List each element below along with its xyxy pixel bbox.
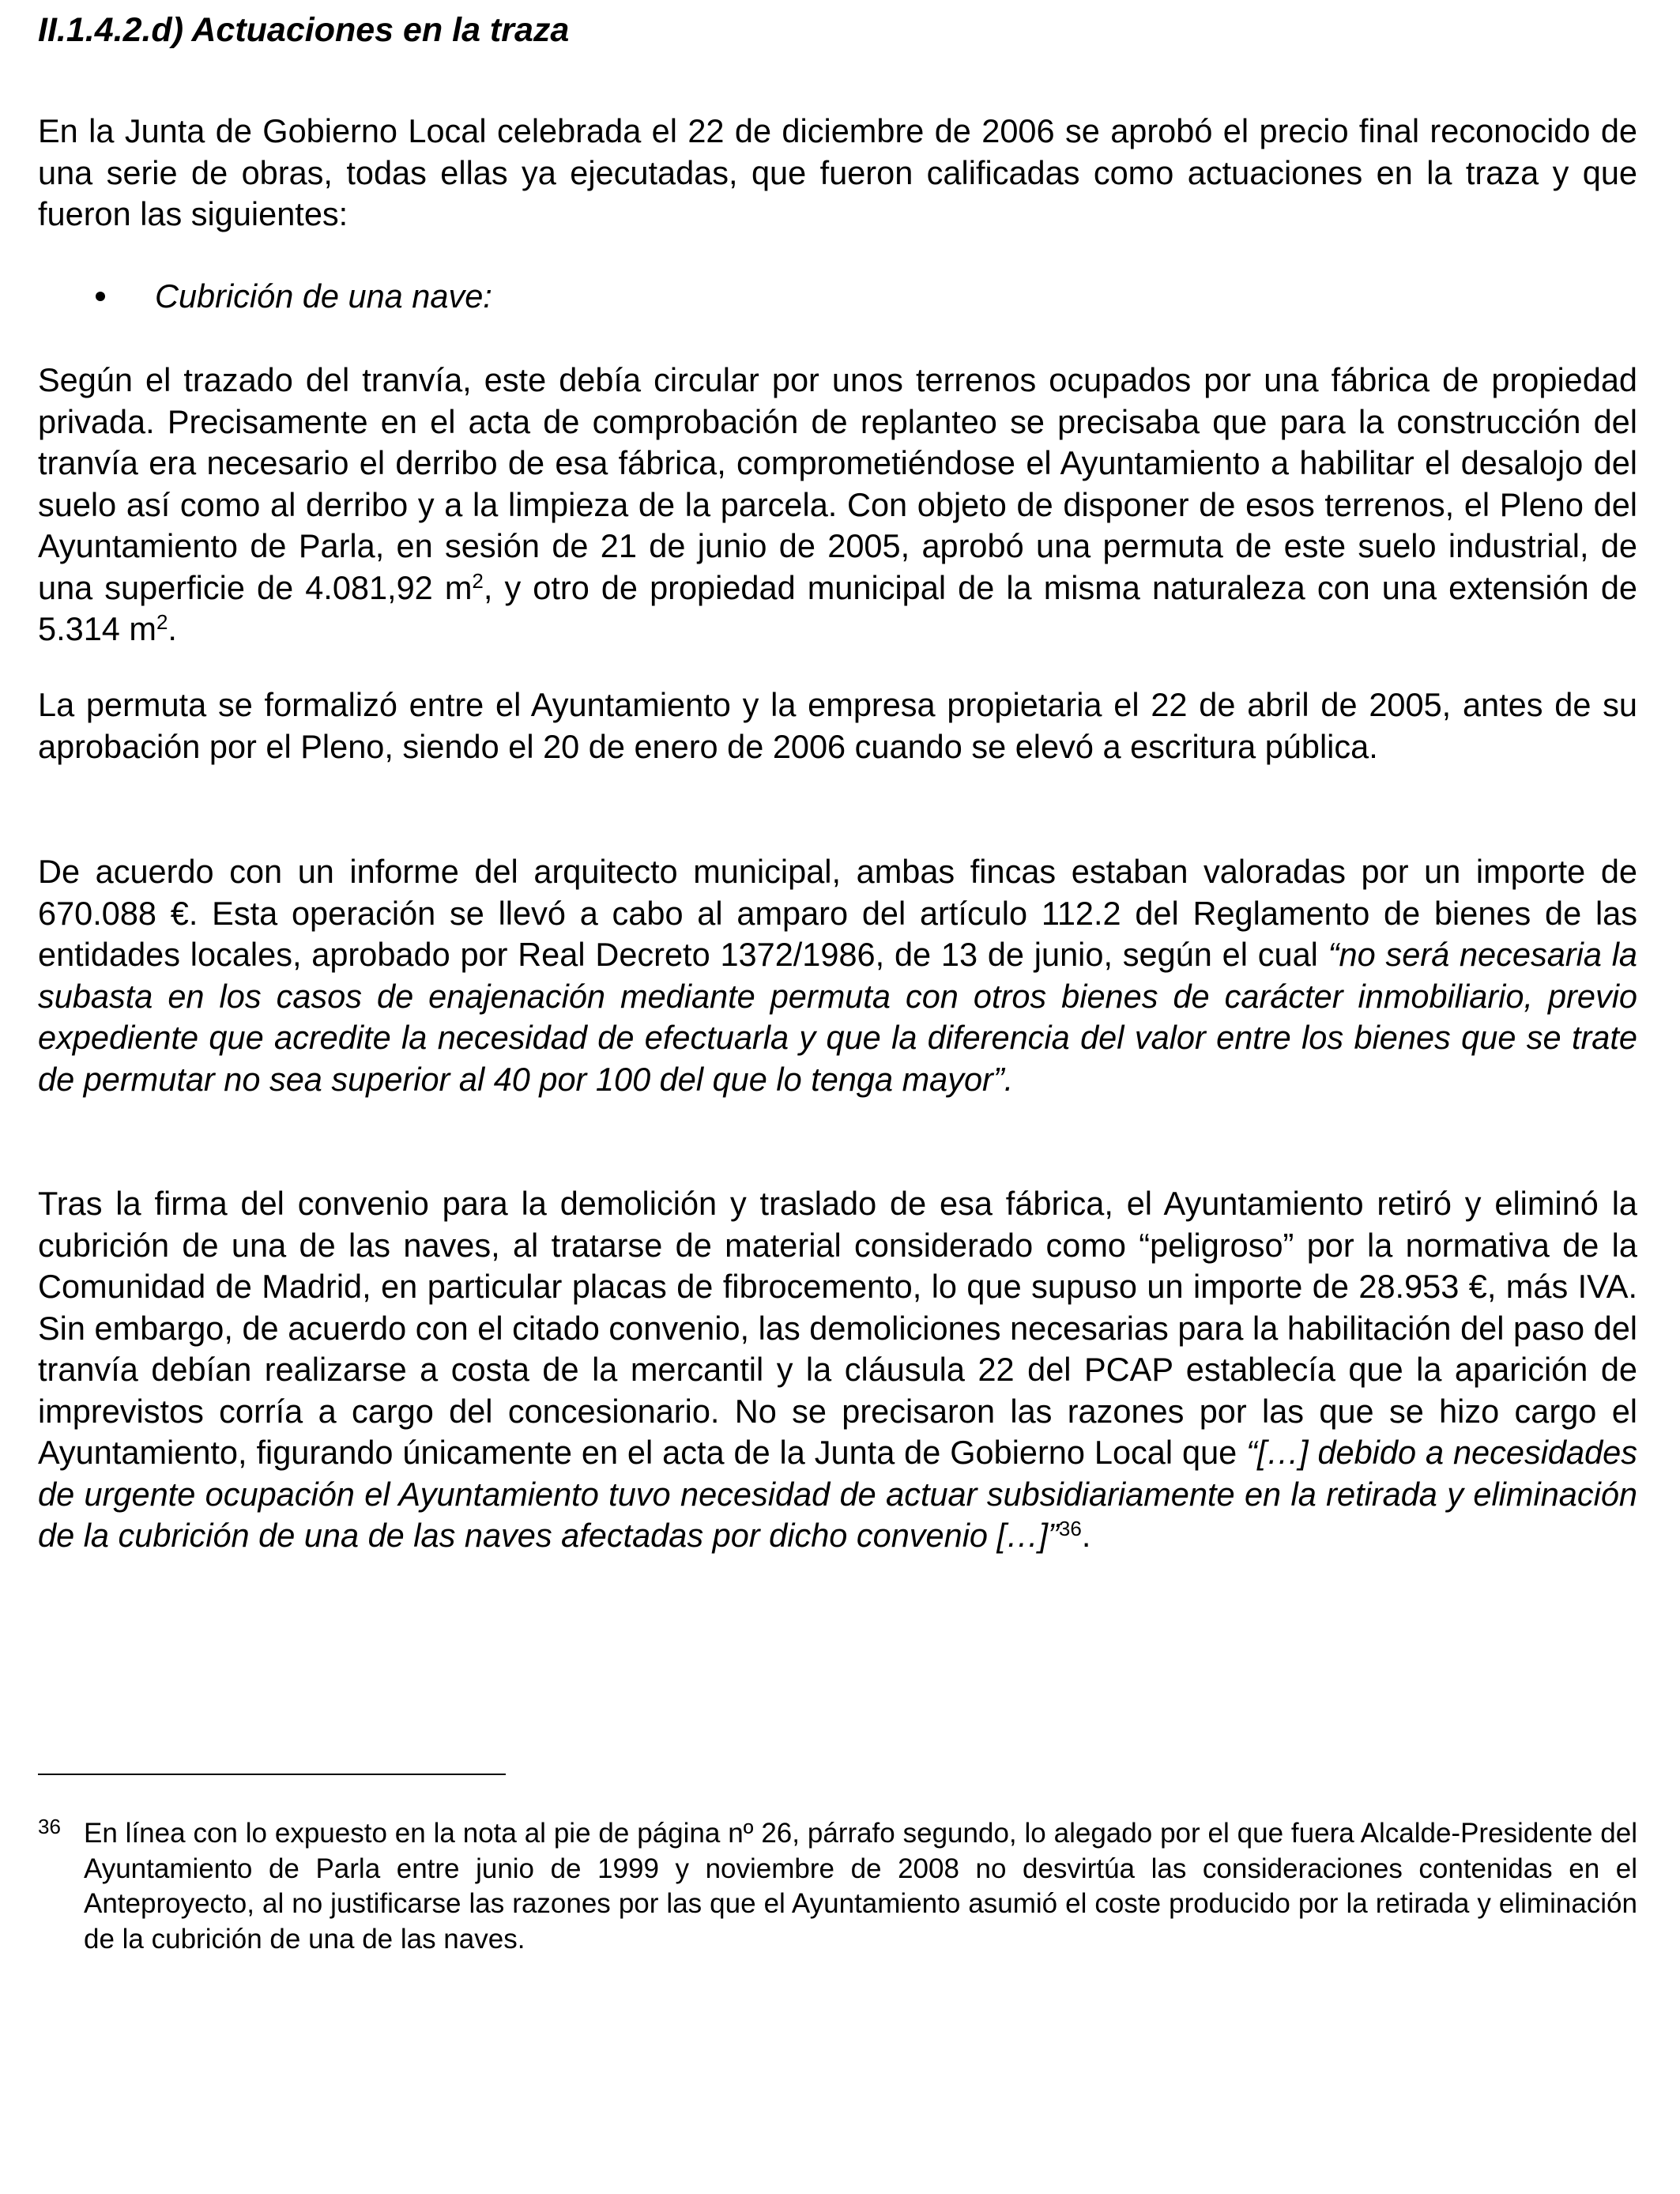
footnote-reference[interactable]: 36 [1058,1517,1082,1540]
paragraph-demolicion [38,1183,1637,1557]
paragraph-text: , y otro de propiedad municipal de la misma naturaleza con una extensión de 5.314 m [38,568,1637,647]
bullet-list-item [38,273,1637,320]
intro-paragraph: En la Junta de Gobierno Local celebrada el 22 de diciembre de 2006 se aprobó el precio final reconocido de una serie de obras, todas ellas ya ejecutadas, que fueron calificadas como actuaciones en la traza y que fueron las siguientes: [38,112,1637,232]
section-heading: II.1.4.2.d) Actuaciones en la traza [38,11,570,49]
legal-quote: “no será necesaria la subasta en los casos de enajenación mediante permuta con otros bienes de carácter inmobiliario, previo expediente que acredite la necesidad de efectuarla y que la diferencia del valor entre los bienes que se trate de permutar no sea superior al 40 por 100 del que lo tenga mayor”. [38,936,1637,1098]
paragraph-formalizacion: La permuta se formalizó entre el Ayuntamiento y la empresa propietaria el 22 de abril de 2005, antes de su aprobación por el Pleno, siendo el 20 de enero de 2006 cuando se elevó a escritura pública. [38,686,1637,765]
superscript: 2 [472,568,484,593]
paragraph-text: . [1081,1517,1091,1554]
superscript: 2 [156,610,168,634]
minutes-quote: “[…] debido a necesidades de urgente ocupación el Ayuntamiento tuvo necesidad de actuar subsidiariamente en la retirada y eliminación de la cubrición de una de las naves afectadas por dicho convenio […]” [38,1434,1637,1554]
paragraph-text: Tras la firma del convenio para la demolición y traslado de esa fábrica, el Ayuntamiento retiró y eliminó la cubrición de una de las naves, al tratarse de material considerado como “peligroso” por la normativa de la Comunidad de Madrid, en particular placas de fibrocemento, lo que supuso un importe de 28.953 €, más IVA. Sin embargo, de acuerdo con el citado convenio, las demoliciones necesarias para la habilitación del paso del tranvía debían realizarse a costa de la mercantil y la cláusula 22 del PCAP establecía que la aparición de imprevistos corría a cargo del concesionario. No se precisaron las razones por las que se hizo cargo el Ayuntamiento, figurando únicamente en el acta de la Junta de Gobierno Local que [38,1185,1637,1471]
paragraph-permuta-terrenos [38,360,1637,650]
paragraph-text: De acuerdo con un informe del arquitecto municipal, ambas fincas estaban valoradas por un importe de 670.088 €. Esta operación se llevó a cabo al amparo del artículo 112.2 del Reglamento de bienes de las entidades locales, aprobado por Real Decreto 1372/1986, de 13 de junio, según el cual [38,853,1637,973]
footnote-number: 36 [38,1815,61,1838]
bullet-icon [96,292,105,301]
paragraph-valoracion [38,851,1637,1100]
paragraph-text: . [168,610,177,647]
paragraph-text: Según el trazado del tranvía, este debía circular por unos terrenos ocupados por una fábrica de propiedad privada. Precisamente en el acta de comprobación de replanteo se precisaba que para la construcción del tranvía era necesario el derribo de esa fábrica, comprometiéndose el Ayuntamiento a habilitar el desalojo del suelo así como al derribo y a la limpieza de la parcela. Con objeto de disponer de esos terrenos, el Pleno del Ayuntamiento de Parla, en sesión de 21 de junio de 2005, aprobó una permuta de este suelo industrial, de una superficie de 4.081,92 m [38,361,1637,606]
footnote-text: En línea con lo expuesto en la nota al pie de página nº 26, párrafo segundo, lo alegado por el que fuera Alcalde-Presidente del Ayuntamiento de Parla entre junio de 1999 y noviembre de 2008 no desvirtúa las consideraciones contenidas en el Anteproyecto, al no justificarse las razones por las que el Ayuntamiento asumió el coste producido por la retirada y eliminación de la cubrición de una de las naves. [84,1818,1637,1955]
bullet-item-label: Cubrición de una nave: [155,277,492,315]
footnote-separator [38,1774,506,1775]
